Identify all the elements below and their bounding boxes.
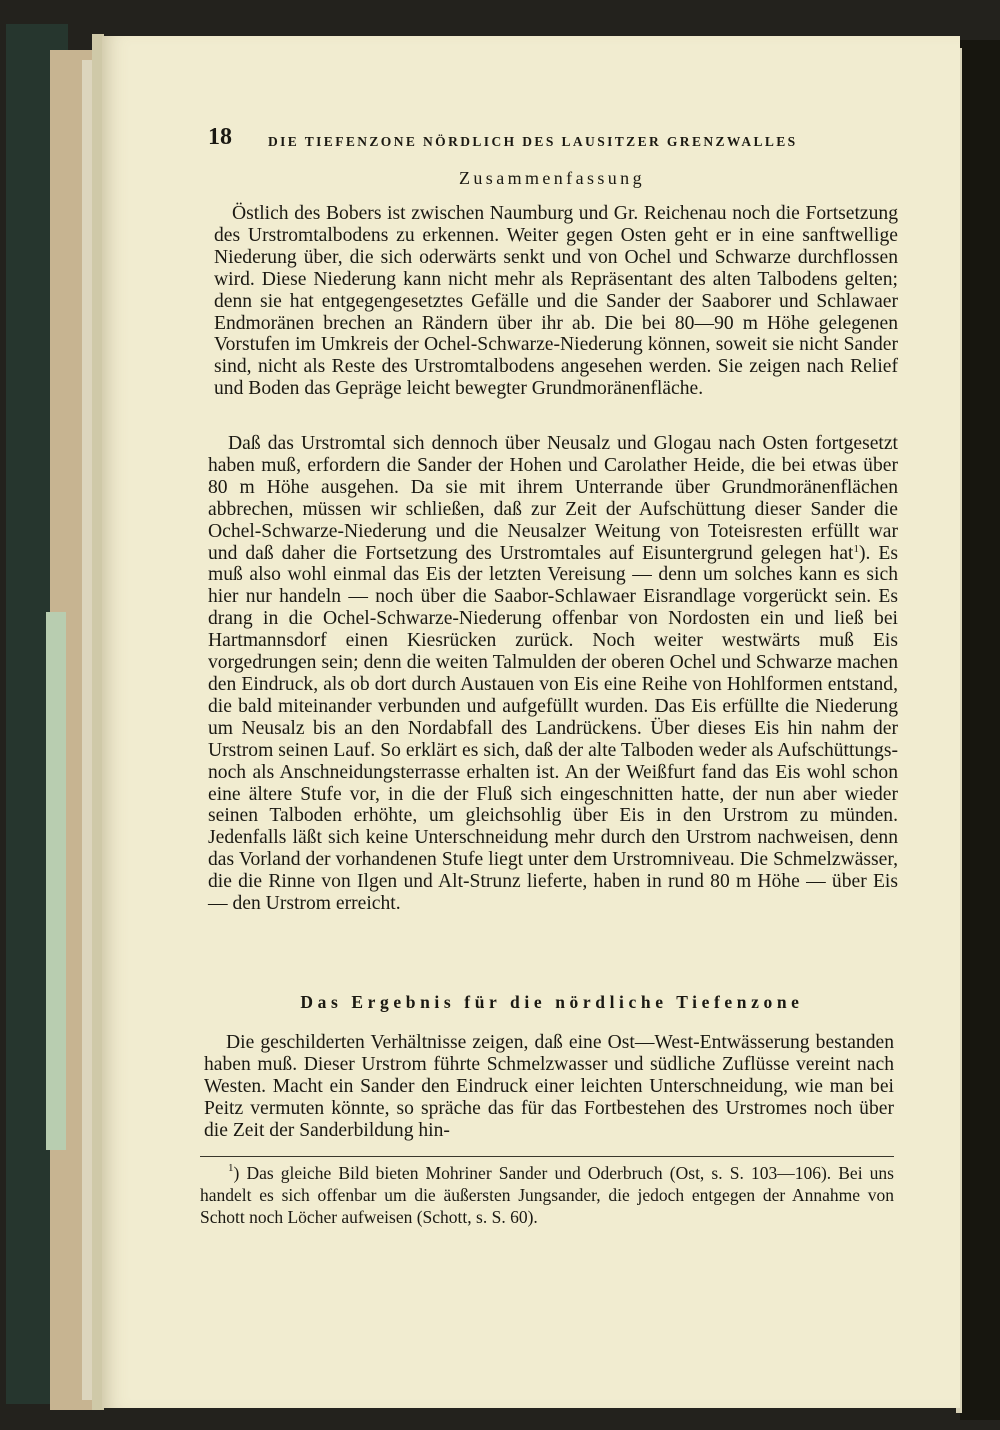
section-heading-ergebnis: Das Ergebnis für die nördliche Tiefenzone [300,992,804,1012]
paragraph-1: Östlich des Bobers ist zwischen Naumburg und Gr. Reichenau noch die Fortsetzung des Urstromtalbodens zu erkennen. Weiter gegen Osten geht er in eine sanftwellige Niederung über, die sich oderwärts senkt und von Ochel und Schwarze durchflossen wird. Diese Niederung kann nicht mehr als Repräsentant des alten Talbodens gelten; denn sie hat entgegengesetztes Gefälle und die Sander der Saaborer und Schlawaer Endmoränen brechen an Rändern über ihr ab. Die bei 80—90 m Höhe gelegenen Vorstufen im Umkreis der Ochel-Schwarze-Niederung können, soweit sie nicht Sander sind, nicht als Reste des Urstromtalbodens angesehen werden. Sie zeigen nach Relief und Boden das Gepräge leicht bewegter Grundmoränenfläche. [214,203,898,400]
paragraph-2-part-2: ). Es muß also wohl einmal das Eis der letzten Vereisung — denn um solches kann es sich hier nur handeln — noch über die Saabor-Schlawaer Eisrandlage vorgerückt sein. Es drang in die Ochel-Schwarze-Niederung offenbar von Nordosten ein und ließ bei Hartmannsdorf einen Kiesrücken zurück. Noch weiter westwärts muß Eis vorgedrungen sein; denn die weiten Talmulden der oberen Ochel und Schwarze machen den Eindruck, als ob dort durch Austauen von Eis eine Reihe von Hohlformen entstand, die bald miteinander verbunden und aufgefüllt wurden. Das Eis erfüllte die Niederung um Neusalz bis an den Nordabfall des Landrückens. Über dieses Eis hin nahm der Urstrom seinen Lauf. So erklärt es sich, daß der alte Talboden weder als Aufschüttungs- noch als Anschneidungsterrasse erhalten ist. An der Weißfurt fand das Eis wohl schon eine ältere Stufe vor, in die der Fluß sich eingeschnitten hatte, der nun aber wieder seinen Talboden erhöhte, um gleichsohlig über Eis in den Urstrom zu münden. Jedenfalls läßt sich keine Unterschneidung mehr durch den Urstrom nachweisen, denn das Vorland der vorhandenen Stufe liegt unter dem Urstromniveau. Die Schmelzwässer, die die Rinne von Ilgen und Alt-Strunz lieferte, haben in rund 80 m Höhe — über Eis — den Urstrom erreicht. [208,542,898,915]
page-header [208,124,888,164]
paragraph-2 [208,433,898,915]
right-cover-edge [960,40,1000,1420]
paragraph-3: Die geschilderten Verhältnisse zeigen, daß eine Ost—West-Entwässerung bestanden haben muß. Dieser Urstrom führte Schmelzwasser und südliche Zuflüsse vereint nach Westen. Macht ein Sander den Eindruck einer leichten Unterschneidung, wie man bei Peitz vermuten könnte, so spräche das für das Fortbestehen des Urstromes noch über die Zeit der Sanderbildung hin- [204,1032,894,1141]
page-number: 18 [208,124,232,150]
paragraph-2-part-1: Daß das Urstromtal sich dennoch über Neusalz und Glogau nach Osten fortgesetzt haben muß, erfordern die Sander der Hohen und Carolather Heide, die bei etwas über 80 m Höhe ausgehen. Da sie mit ihrem Unterrande über Grundmoränenflächen abbrechen, müssen wir schließen, daß zur Zeit der Aufschüttung dieser Sander die Ochel-Schwarze-Niederung und die Neusalzer Weitung von Toteisresten erfüllt war und daß daher die Fortsetzung des Urstromtales auf Eisuntergrund gelegen hat [208,433,898,564]
footnote [200,1162,894,1228]
binding-tape [46,612,66,1150]
footnote-text: ) Das gleiche Bild bieten Mohriner Sander und Oderbruch (Ost, s. S. 103—106). Bei uns handelt es sich offenbar um die äußersten Jungsander, die jedoch entgegen der Annahme von Schott noch Löcher aufweisen (Schott, s. S. 60). [200,1163,894,1227]
footnote-reference: 1 [853,542,859,555]
running-head: DIE TIEFENZONE NÖRDLICH DES LAUSITZER GRENZWALLES [268,134,798,149]
footnote-divider [200,1156,894,1157]
footnote-marker: 1 [228,1162,234,1174]
section-heading-zusammenfassung: Zusammenfassung [459,168,645,188]
